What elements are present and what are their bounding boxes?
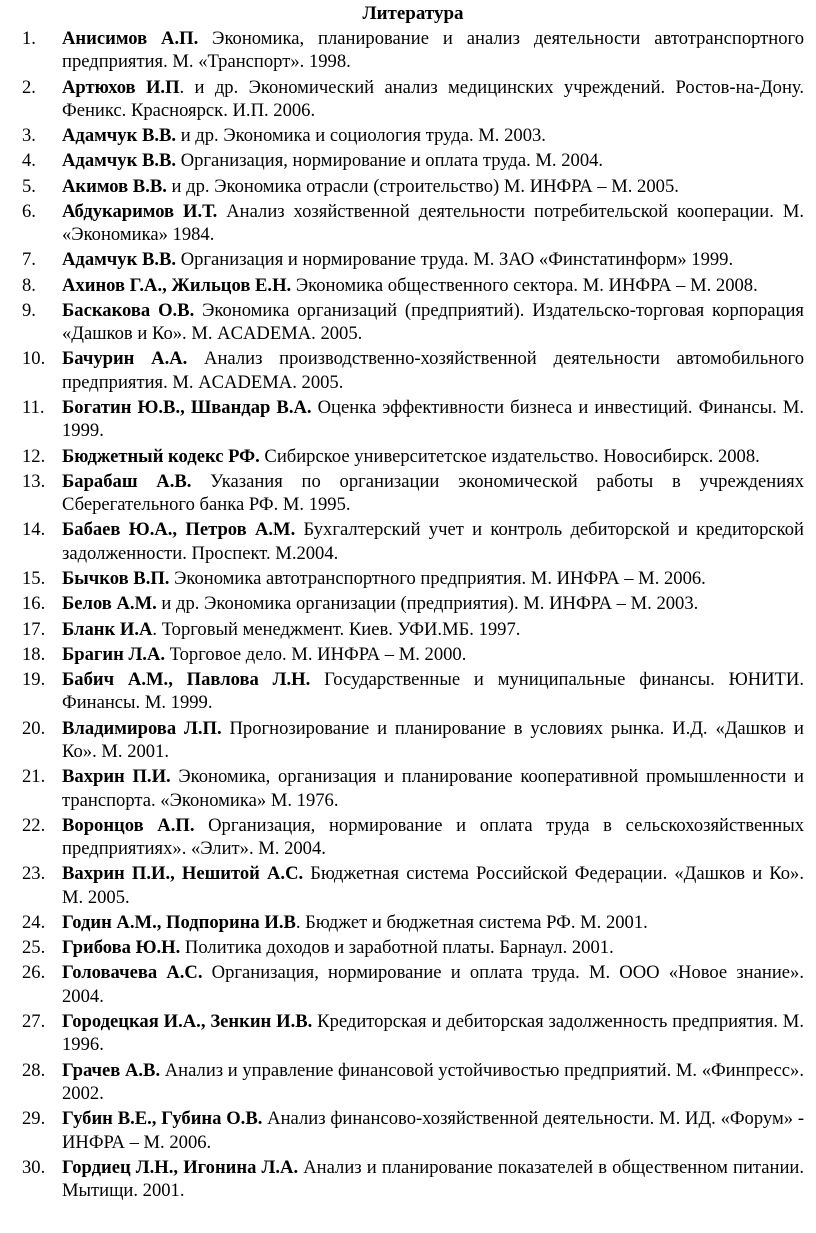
reference-item	[22, 1010, 804, 1057]
reference-number: 9.	[22, 299, 36, 321]
reference-authors: Бюджетный кодекс РФ.	[62, 445, 260, 467]
reference-item	[22, 347, 804, 394]
reference-text: и др. Экономика отрасли (строительство) М. ИНФРА – М. 2005.	[166, 175, 679, 197]
reference-text: . Торговый менеджмент. Киев. УФИ.МБ. 1997.	[152, 618, 521, 640]
reference-authors: Белов А.М.	[62, 593, 157, 615]
page-title: Литература	[362, 3, 464, 24]
reference-item	[22, 445, 804, 468]
reference-authors: Брагин Л.А.	[62, 643, 166, 665]
reference-item	[22, 175, 804, 198]
reference-text: Анализ производственно-хозяйственной деятельности автомобильного предприятия. М. ACADEMA. 2005.	[62, 348, 804, 393]
reference-authors: Годин А.М., Подпорина И.В	[62, 911, 296, 933]
reference-number: 15.	[22, 568, 46, 590]
reference-text: Торговое дело. М. ИНФРА – М. 2000.	[165, 643, 467, 665]
reference-text: Организация, нормирование и оплата труда. М. 2004.	[176, 150, 604, 172]
reference-number: 3.	[22, 125, 36, 147]
reference-authors: Барабаш А.В.	[62, 470, 192, 492]
reference-text: Прогнозирование и планирование в условиях рынка. И.Д. «Дашков и Ко». М. 2001.	[62, 717, 804, 762]
reference-authors: Владимирова Л.П.	[62, 717, 222, 739]
reference-text: Экономика, организация и планирование кооперативной промышленности и транспорта. «Экономика» М. 1976.	[62, 766, 804, 811]
reference-item	[22, 149, 804, 172]
reference-item	[22, 1107, 804, 1154]
reference-number: 26.	[22, 962, 46, 984]
reference-item	[22, 567, 804, 590]
reference-number: 27.	[22, 1010, 46, 1032]
reference-text: Сибирское университетское издательство. Новосибирск. 2008.	[259, 445, 760, 467]
reference-item	[22, 299, 804, 346]
reference-item	[22, 518, 804, 565]
reference-text: Политика доходов и заработной платы. Барнаул. 2001.	[180, 937, 614, 959]
reference-authors: Вахрин П.И., Нешитой А.С.	[62, 863, 304, 885]
reference-authors: Вахрин П.И.	[62, 766, 171, 788]
reference-item	[22, 200, 804, 247]
reference-number: 12.	[22, 445, 46, 467]
reference-item	[22, 27, 804, 74]
reference-item	[22, 717, 804, 764]
reference-number: 23.	[22, 863, 46, 885]
reference-authors: Бланк И.А	[62, 618, 153, 640]
reference-text: Кредиторская и дебиторская задолженность предприятия. М. 1996.	[62, 1010, 804, 1056]
reference-list	[22, 27, 804, 1203]
reference-authors: Ахинов Г.А., Жильцов Е.Н.	[62, 274, 292, 296]
reference-text: Экономика, планирование и анализ деятельности автотранспортного предприятия. М. «Транспорт». 1998.	[62, 28, 805, 73]
reference-authors: Адамчук В.В.	[62, 125, 177, 147]
reference-text: Анализ хозяйственной деятельности потребительской кооперации. М. «Экономика» 1984.	[62, 200, 805, 246]
reference-item	[22, 1156, 804, 1203]
reference-authors: Артюхов И.П	[62, 76, 180, 98]
reference-text: . Бюджет и бюджетная система РФ. М. 2001.	[295, 911, 648, 933]
reference-number: 19.	[22, 668, 46, 690]
reference-text: Анализ и управление финансовой устойчивостью предприятий. М. «Финпресс». 2002.	[62, 1059, 804, 1104]
reference-number: 2.	[22, 76, 36, 98]
reference-authors: Анисимов А.П.	[62, 28, 199, 49]
reference-authors: Головачева А.С.	[62, 962, 203, 984]
reference-text: Государственные и муниципальные финансы. ЮНИТИ. Финансы. М. 1999.	[62, 668, 804, 714]
reference-number: 30.	[22, 1156, 46, 1178]
reference-authors: Бачурин А.А.	[62, 348, 188, 370]
reference-number: 16.	[22, 593, 46, 615]
reference-item	[22, 396, 804, 443]
reference-number: 29.	[22, 1108, 46, 1130]
reference-authors: Богатин Ю.В., Швандар В.А.	[62, 397, 312, 419]
reference-item	[22, 124, 804, 147]
reference-number: 21.	[22, 766, 46, 788]
reference-text: Оценка эффективности бизнеса и инвестиций. Финансы. М. 1999.	[62, 397, 805, 442]
reference-number: 22.	[22, 814, 46, 836]
reference-authors: Гордиец Л.Н., Игонина Л.А.	[62, 1156, 299, 1178]
reference-text: Организация, нормирование и оплата труда. М. ООО «Новое знание». 2004.	[62, 962, 804, 1007]
reference-number: 14.	[22, 519, 46, 541]
reference-item	[22, 814, 804, 861]
reference-number: 17.	[22, 618, 46, 640]
reference-number: 6.	[22, 200, 36, 222]
reference-text: Организация, нормирование и оплата труда в сельскохозяйственных предприятиях». «Элит». М. 2004.	[62, 814, 804, 860]
reference-text: и др. Экономика и социология труда. М. 2003.	[176, 125, 546, 147]
reference-number: 10.	[22, 348, 46, 370]
reference-item	[22, 76, 804, 123]
reference-item	[22, 1059, 804, 1106]
reference-item	[22, 470, 804, 517]
reference-authors: Бабаев Ю.А., Петров А.М.	[62, 519, 296, 541]
reference-number: 5.	[22, 175, 36, 197]
reference-authors: Грибова Ю.Н.	[62, 937, 181, 959]
reference-text: и др. Экономика организации (предприятия). М. ИНФРА – М. 2003.	[156, 593, 699, 615]
reference-text: Указания по организации экономической работы в учреждениях Сберегательного банка РФ. М. 1995.	[62, 470, 805, 516]
reference-item	[22, 765, 804, 812]
reference-item	[22, 592, 804, 615]
reference-number: 13.	[22, 470, 46, 492]
reference-authors: Губин В.Е., Губина О.В.	[62, 1108, 263, 1130]
reference-item	[22, 618, 804, 641]
reference-authors: Бычков В.П.	[62, 568, 170, 590]
reference-authors: Баскакова О.В.	[62, 299, 195, 321]
reference-item	[22, 643, 804, 666]
reference-number: 8.	[22, 274, 36, 296]
reference-text: Анализ и планирование показателей в общественном питании. Мытищи. 2001.	[62, 1156, 805, 1202]
reference-authors: Бабич А.М., Павлова Л.Н.	[62, 668, 311, 690]
reference-text: Бухгалтерский учет и контроль дебиторской и кредиторской задолженности. Проспект. М.2004.	[62, 519, 804, 564]
reference-item	[22, 248, 804, 271]
reference-authors: Грачев А.В.	[62, 1059, 161, 1081]
reference-authors: Адамчук В.В.	[62, 249, 177, 271]
reference-number: 20.	[22, 717, 46, 739]
reference-number: 11.	[22, 397, 45, 419]
reference-text: Анализ финансово-хозяйственной деятельности. М. ИД. «Форум» - ИНФРА – М. 2006.	[62, 1108, 805, 1153]
reference-text: Бюджетная система Российской Федерации. «Дашков и Ко». М. 2005.	[62, 863, 804, 908]
reference-item	[22, 668, 804, 715]
reference-authors: Абдукаримов И.Т.	[62, 200, 218, 222]
reference-authors: Воронцов А.П.	[62, 814, 195, 836]
reference-item	[22, 911, 804, 934]
reference-item	[22, 961, 804, 1008]
reference-authors: Акимов В.В.	[62, 175, 167, 197]
reference-number: 7.	[22, 249, 36, 271]
document-page	[0, 3, 816, 1233]
reference-authors: Адамчук В.В.	[62, 150, 177, 172]
reference-text: Экономика организаций (предприятий). Издательско-торговая корпорация «Дашков и Ко». М. ACADEMA. 2005.	[62, 299, 804, 345]
reference-item	[22, 862, 804, 909]
reference-number: 18.	[22, 643, 46, 665]
reference-number: 1.	[22, 28, 36, 49]
reference-text: Экономика общественного сектора. М. ИНФРА – М. 2008.	[291, 274, 758, 296]
reference-item	[22, 936, 804, 959]
reference-item	[22, 274, 804, 297]
reference-number: 25.	[22, 937, 46, 959]
reference-text: Организация и нормирование труда. М. ЗАО «Финстатинформ» 1999.	[176, 249, 734, 271]
reference-number: 28.	[22, 1059, 46, 1081]
reference-text: . и др. Экономический анализ медицинских учреждений. Ростов-на-Дону. Феникс. Красноярск. И.П. 2006.	[62, 76, 804, 122]
reference-text: Экономика автотранспортного предприятия. М. ИНФРА – М. 2006.	[169, 568, 706, 590]
reference-number: 4.	[22, 150, 36, 172]
reference-number: 24.	[22, 911, 46, 933]
reference-authors: Городецкая И.А., Зенкин И.В.	[62, 1010, 313, 1032]
